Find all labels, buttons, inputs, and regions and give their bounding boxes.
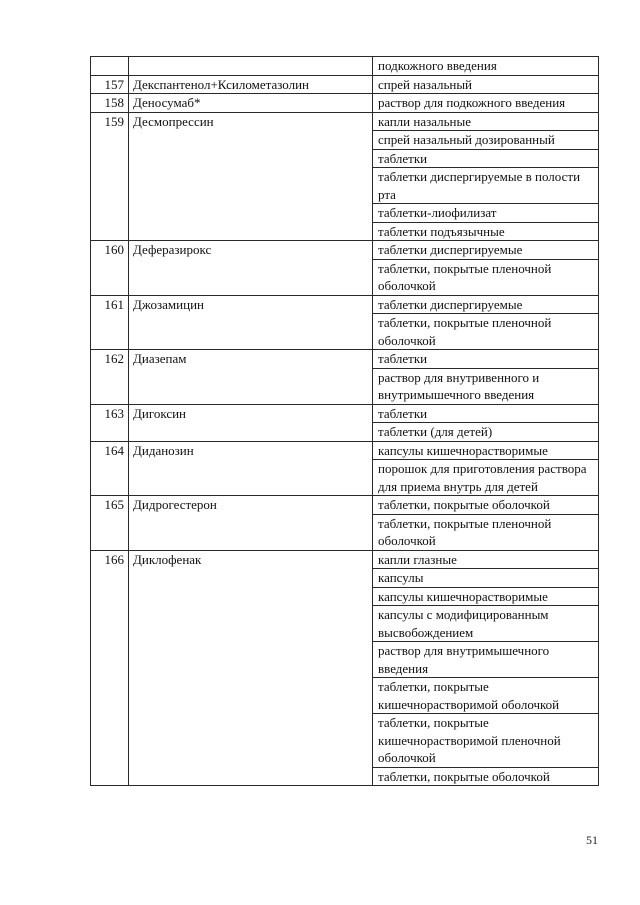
row-number: 163 [91, 404, 129, 441]
table-row [91, 295, 599, 314]
dosage-form: таблетки-лиофилизат [373, 204, 599, 223]
dosage-form: спрей назальный [373, 75, 599, 94]
row-number: 158 [91, 94, 129, 113]
table-row [91, 57, 599, 76]
table-row [91, 241, 599, 260]
row-number: 165 [91, 496, 129, 551]
row-number: 164 [91, 441, 129, 496]
drug-name: Десмопрессин [129, 112, 373, 241]
dosage-form: таблетки, покрытые пленочной оболочкой [373, 514, 599, 550]
dosage-form: спрей назальный дозированный [373, 131, 599, 150]
dosage-form: порошок для приготовления раствора для приема внутрь для детей [373, 460, 599, 496]
dosage-form: капли назальные [373, 112, 599, 131]
dosage-form: капсулы с модифицированным высвобождением [373, 606, 599, 642]
dosage-form: подкожного введения [373, 57, 599, 76]
row-number: 159 [91, 112, 129, 241]
drug-name: Диклофенак [129, 550, 373, 786]
table-row [91, 496, 599, 515]
row-number [91, 57, 129, 76]
table-row [91, 112, 599, 131]
dosage-form: таблетки диспергируемые в полости рта [373, 168, 599, 204]
dosage-form: таблетки диспергируемые [373, 295, 599, 314]
dosage-form: таблетки [373, 149, 599, 168]
dosage-form: раствор для внутримышечного введения [373, 642, 599, 678]
row-number: 161 [91, 295, 129, 350]
row-number: 162 [91, 350, 129, 405]
drug-name: Джозамицин [129, 295, 373, 350]
table-row [91, 75, 599, 94]
dosage-form: таблетки, покрытые оболочкой [373, 767, 599, 786]
dosage-form: таблетки, покрытые оболочкой [373, 496, 599, 515]
drug-name: Дигоксин [129, 404, 373, 441]
dosage-form: раствор для внутривенного и внутримышечного введения [373, 368, 599, 404]
drug-name: Декспантенол+Ксилометазолин [129, 75, 373, 94]
page-number: 51 [586, 833, 598, 847]
table-row [91, 550, 599, 569]
dosage-form: таблетки, покрытые пленочной оболочкой [373, 259, 599, 295]
row-number: 160 [91, 241, 129, 296]
dosage-form: таблетки, покрытые кишечнорастворимой оболочкой [373, 678, 599, 714]
drug-name: Деферазирокс [129, 241, 373, 296]
dosage-form: капсулы кишечнорастворимые [373, 441, 599, 460]
table-row [91, 94, 599, 113]
dosage-form: таблетки подъязычные [373, 222, 599, 241]
row-number: 157 [91, 75, 129, 94]
dosage-form: таблетки, покрытые пленочной оболочкой [373, 314, 599, 350]
drug-name: Дидрогестерон [129, 496, 373, 551]
drug-name: Диазепам [129, 350, 373, 405]
row-number: 166 [91, 550, 129, 786]
drug-name [129, 57, 373, 76]
table-row [91, 404, 599, 423]
dosage-form: таблетки [373, 404, 599, 423]
medication-table [90, 56, 599, 786]
drug-name: Деносумаб* [129, 94, 373, 113]
dosage-form: таблетки диспергируемые [373, 241, 599, 260]
dosage-form: таблетки (для детей) [373, 423, 599, 442]
dosage-form: таблетки, покрытые кишечнорастворимой пленочной оболочкой [373, 714, 599, 768]
table-row [91, 441, 599, 460]
table-row [91, 350, 599, 369]
drug-name: Диданозин [129, 441, 373, 496]
dosage-form: капли глазные [373, 550, 599, 569]
dosage-form: капсулы кишечнорастворимые [373, 587, 599, 606]
dosage-form: таблетки [373, 350, 599, 369]
medication-table-body [91, 57, 599, 786]
dosage-form: раствор для подкожного введения [373, 94, 599, 113]
dosage-form: капсулы [373, 569, 599, 588]
